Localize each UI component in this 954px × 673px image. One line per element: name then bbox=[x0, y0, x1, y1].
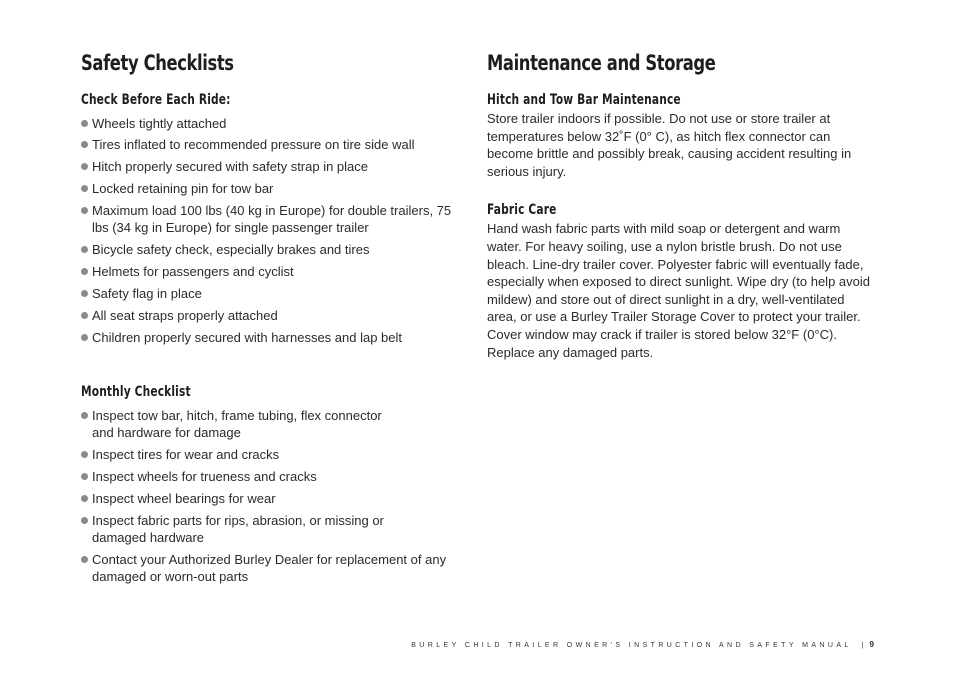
manual-title: BURLEY CHILD TRAILER OWNER'S INSTRUCTION AND SAFETY MANUAL bbox=[411, 642, 852, 649]
safety-checklists-title: Safety Checklists bbox=[81, 51, 234, 75]
list-item: Locked retaining pin for tow bar bbox=[81, 180, 461, 197]
list-item: Bicycle safety check, especially brakes and tires bbox=[81, 241, 461, 258]
monthly-checklist-heading: Monthly Checklist bbox=[81, 384, 191, 400]
bullet-icon bbox=[81, 412, 88, 419]
list-item: Inspect wheels for trueness and cracks bbox=[81, 468, 401, 485]
bullet-icon bbox=[81, 141, 88, 148]
hitch-tow-bar-text: Store trailer indoors if possible. Do not use or store trailer at temperatures below 32˚F (0° C), as hitch flex connector can become brittle and possibly break, causing accident resulting in serious injury. bbox=[487, 111, 852, 179]
bullet-icon bbox=[81, 290, 88, 297]
list-item: Hitch properly secured with safety strap in place bbox=[81, 158, 461, 175]
list-item: Contact your Authorized Burley Dealer for replacement of any damaged or worn-out parts bbox=[81, 551, 472, 585]
bullet-icon bbox=[81, 268, 88, 275]
list-item: Maximum load 100 lbs (40 kg in Europe) for double trailers, 75 lbs (34 kg in Europe) for single passenger trailer bbox=[81, 202, 461, 236]
bullet-icon bbox=[81, 312, 88, 319]
bullet-icon bbox=[81, 517, 88, 524]
hitch-tow-bar-heading: Hitch and Tow Bar Maintenance bbox=[487, 92, 681, 108]
page-footer bbox=[411, 640, 874, 649]
bullet-icon bbox=[81, 246, 88, 253]
check-before-ride-heading: Check Before Each Ride: bbox=[81, 92, 231, 108]
list-item: Safety flag in place bbox=[81, 285, 461, 302]
bullet-icon bbox=[81, 495, 88, 502]
ride-checklist bbox=[81, 115, 461, 346]
list-item: Tires inflated to recommended pressure on tire side wall bbox=[81, 136, 461, 153]
list-item: Inspect tow bar, hitch, frame tubing, flex connector and hardware for damage bbox=[81, 407, 401, 441]
list-item: Inspect fabric parts for rips, abrasion, or missing or damaged hardware bbox=[81, 512, 401, 546]
bullet-icon bbox=[81, 556, 88, 563]
list-item: Children properly secured with harnesses and lap belt bbox=[81, 329, 461, 346]
fabric-care-text: Hand wash fabric parts with mild soap or detergent and warm water. For heavy soiling, use a nylon bristle brush. Do not use bleach. Line-dry trailer cover. Polyester fabric will eventually fade, especially when exposed to direct sunlight. Wipe dry (to help avoid mildew) and store out of direct sunlight in a dry, well-ventilated area, or use a Burley Trailer Storage Cover to protect your trailer. Cover window may crack if trailer is stored below 32°F (0°C). Replace any damaged parts. bbox=[487, 221, 870, 360]
maintenance-storage-column bbox=[487, 48, 872, 361]
bullet-icon bbox=[81, 207, 88, 214]
list-item: Helmets for passengers and cyclist bbox=[81, 263, 461, 280]
bullet-icon bbox=[81, 120, 88, 127]
bullet-icon bbox=[81, 185, 88, 192]
list-item: Wheels tightly attached bbox=[81, 115, 461, 132]
footer-separator: | bbox=[861, 642, 864, 649]
bullet-icon bbox=[81, 334, 88, 341]
list-item: Inspect tires for wear and cracks bbox=[81, 446, 401, 463]
monthly-checklist bbox=[81, 407, 447, 585]
fabric-care-heading: Fabric Care bbox=[487, 202, 557, 219]
bullet-icon bbox=[81, 163, 88, 170]
safety-checklists-column bbox=[81, 48, 461, 585]
list-item: All seat straps properly attached bbox=[81, 307, 461, 324]
maintenance-storage-title: Maintenance and Storage bbox=[487, 51, 716, 75]
list-item: Inspect wheel bearings for wear bbox=[81, 490, 401, 507]
bullet-icon bbox=[81, 451, 88, 458]
page-number: 9 bbox=[869, 640, 874, 649]
bullet-icon bbox=[81, 473, 88, 480]
